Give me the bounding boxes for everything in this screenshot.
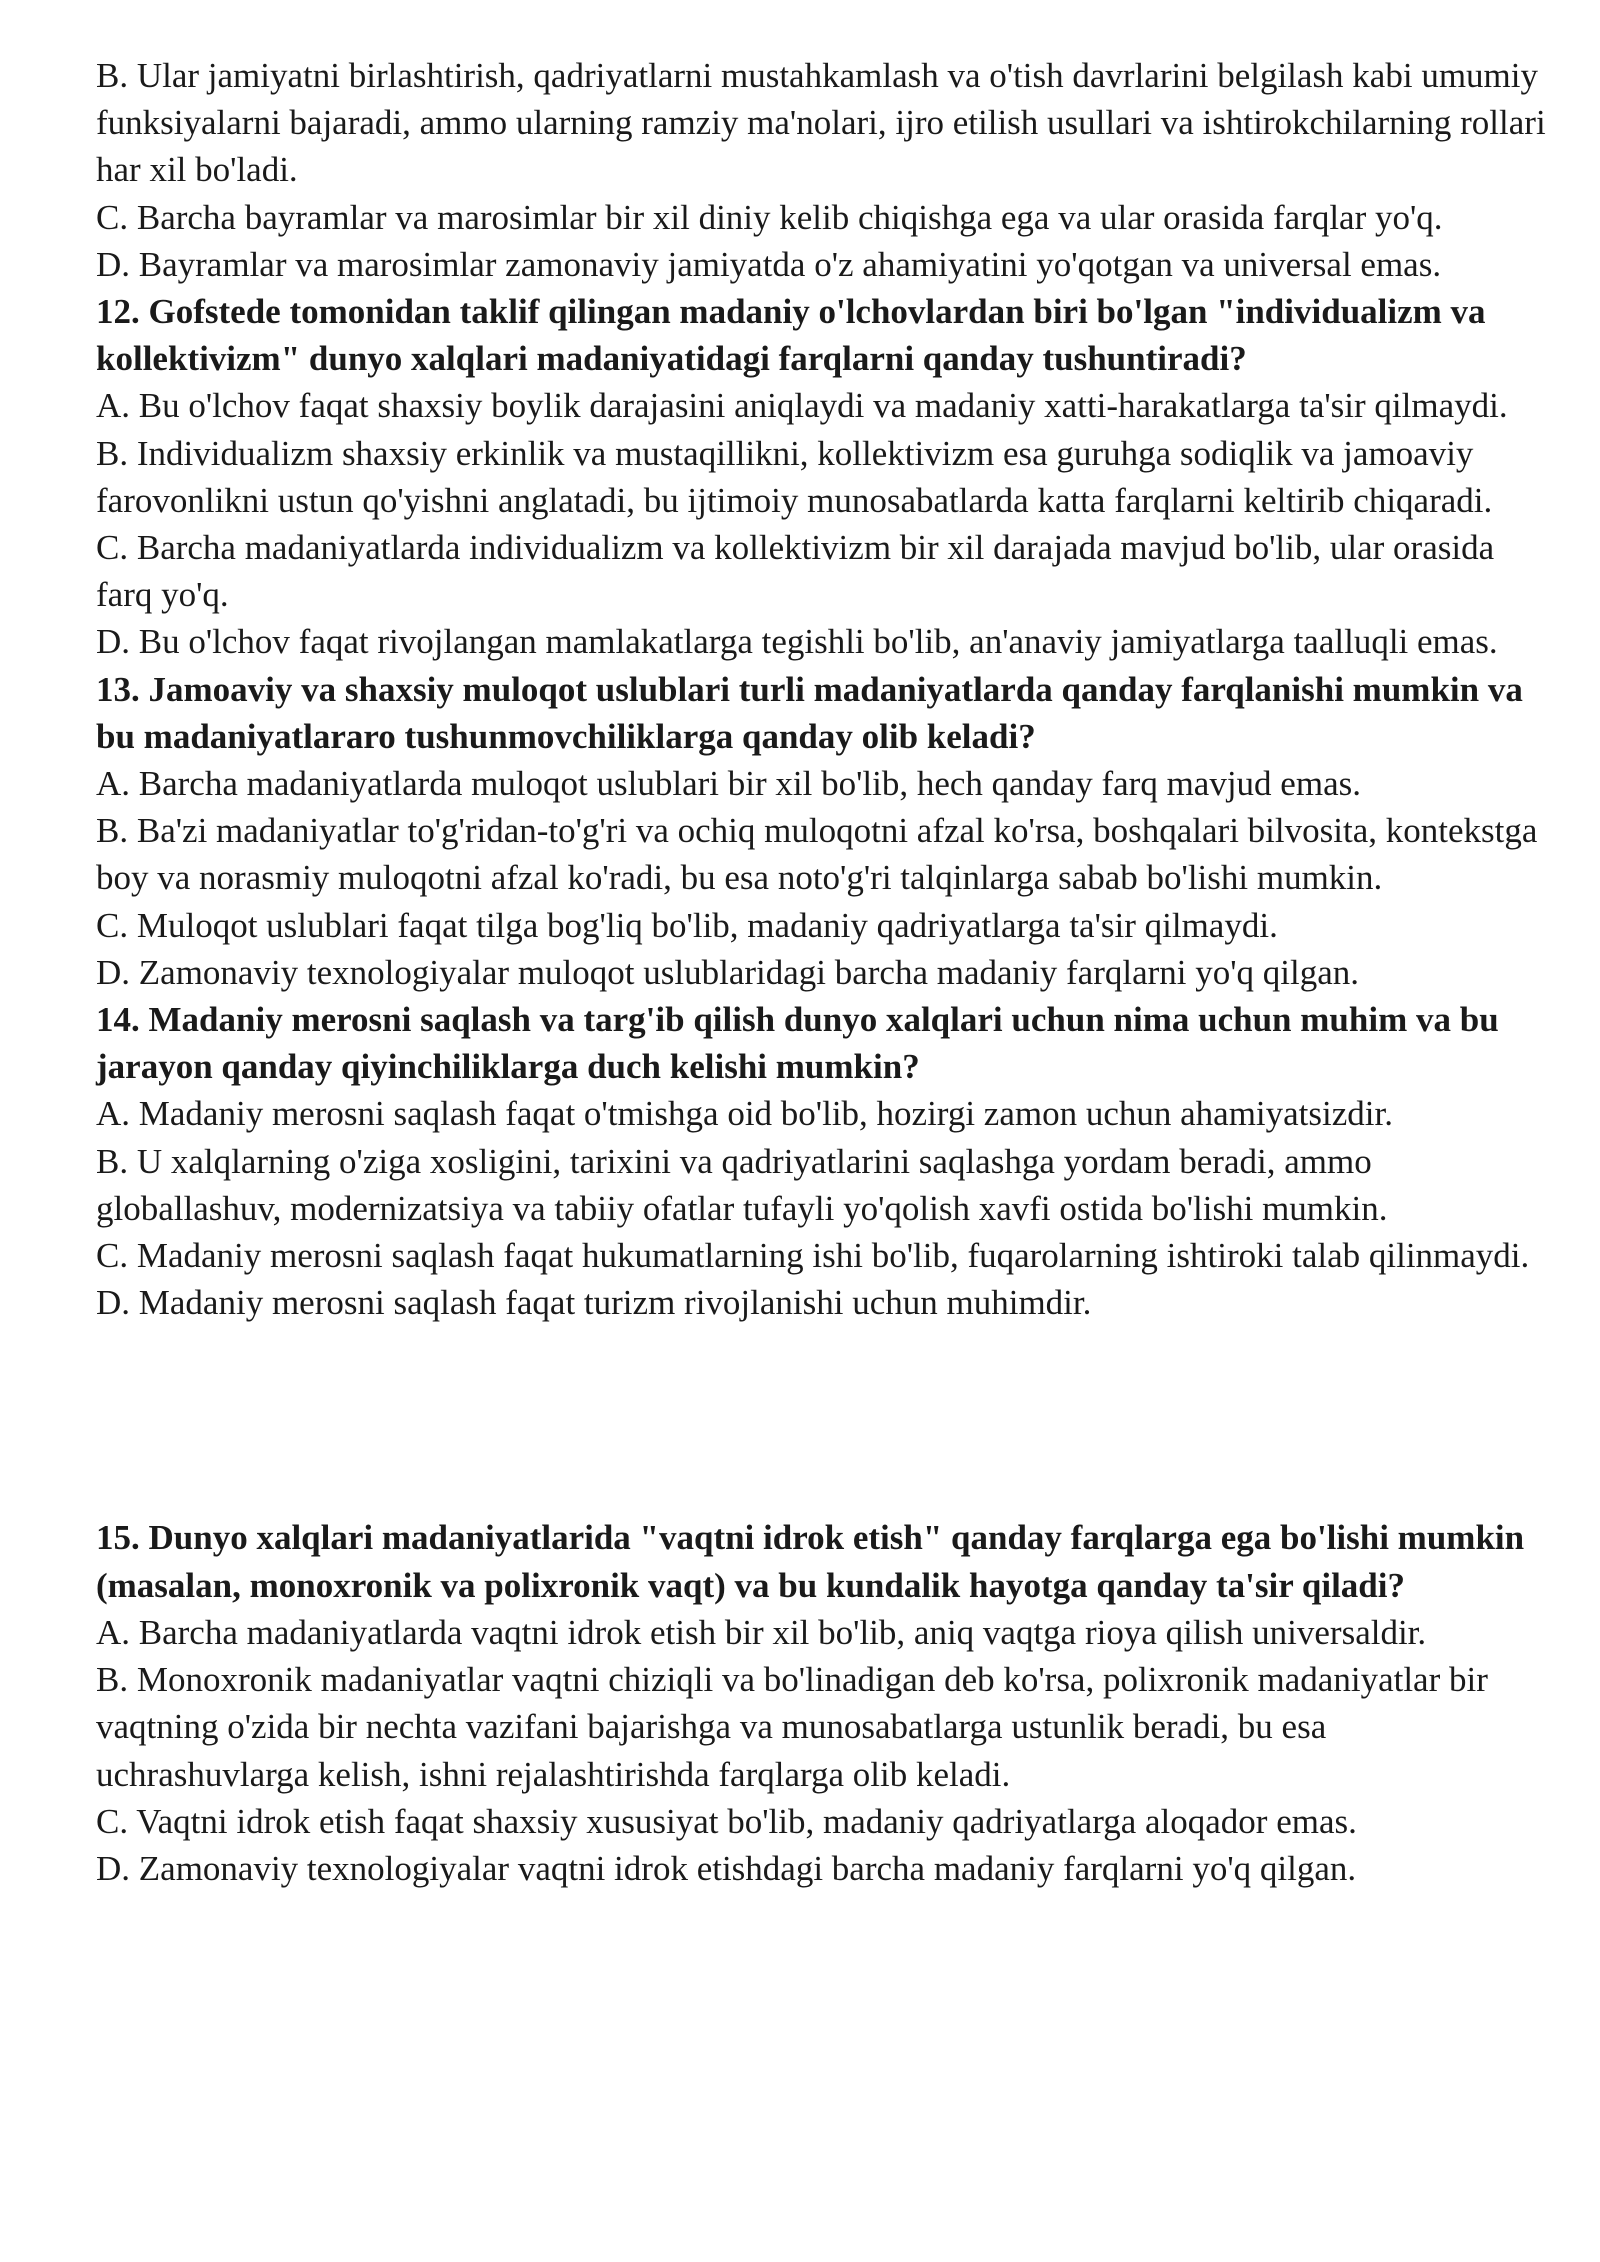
answer-option: B. Ba'zi madaniyatlar to'g'ridan-to'g'ri va ochiq muloqotni afzal ko'rsa, boshqalari bilvosita, kontekstga boy va norasmiy muloqotni afzal ko'radi, bu esa noto'g'ri talqinlarga sabab bo'lishi mumkin.	[96, 811, 1538, 898]
answer-option: A. Bu o'lchov faqat shaxsiy boylik darajasini aniqlaydi va madaniy xatti-harakatlarga ta'sir qilmaydi.	[96, 386, 1508, 426]
answer-option: D. Madaniy merosni saqlash faqat turizm rivojlanishi uchun muhimdir.	[96, 1283, 1092, 1323]
answer-option: B. U xalqlarning o'ziga xosligini, tarixini va qadriyatlarini saqlashga yordam beradi, ammo globallashuv, modernizatsiya va tabiiy ofatlar tufayli yo'qolish xavfi ostida bo'lishi mumkin.	[96, 1141, 1388, 1228]
answer-option: C. Muloqot uslublari faqat tilga bog'liq bo'lib, madaniy qadriyatlarga ta'sir qilmaydi.	[96, 905, 1278, 945]
answer-option: C. Vaqtni idrok etish faqat shaxsiy xususiyat bo'lib, madaniy qadriyatlarga aloqador emas.	[96, 1801, 1357, 1841]
answer-option: C. Barcha bayramlar va marosimlar bir xil diniy kelib chiqishga ega va ular orasida farqlar yo'q.	[96, 197, 1443, 237]
answer-option: A. Madaniy merosni saqlash faqat o'tmishga oid bo'lib, hozirgi zamon uchun ahamiyatsizdir.	[96, 1094, 1393, 1134]
page-gap	[96, 1326, 1546, 1514]
answer-option: C. Madaniy merosni saqlash faqat hukumatlarning ishi bo'lib, fuqarolarning ishtiroki talab qilinmaydi.	[96, 1236, 1530, 1276]
answer-option: C. Barcha madaniyatlarda individualizm va kollektivizm bir xil darajada mavjud bo'lib, ular orasida farq yo'q.	[96, 528, 1495, 615]
answer-option: D. Zamonaviy texnologiyalar muloqot uslublaridagi barcha madaniy farqlarni yo'q qilgan.	[96, 952, 1360, 992]
answer-option: B. Ular jamiyatni birlashtirish, qadriyatlarni mustahkamlash va o'tish davrlarini belgilash kabi umumiy funksiyalarni bajaradi, ammo ularning ramziy ma'nolari, ijro etilish usullari va ishtirokchilarning rollari har xil bo'ladi.	[96, 56, 1546, 190]
question-text: 15. Dunyo xalqlari madaniyatlarida "vaqtni idrok etish" qanday farqlarga ega bo'lishi mumkin (masalan, monoxronik va polixronik vaqt) va bu kundalik hayotga qanday ta'sir qiladi?	[96, 1518, 1525, 1605]
question-text: 13. Jamoaviy va shaxsiy muloqot uslublari turli madaniyatlarda qanday farqlanishi mumkin va bu madaniyatlararo tushunmovchiliklarga qanday olib keladi?	[96, 669, 1523, 756]
document-page	[96, 52, 1546, 1892]
answer-option: D. Bayramlar va marosimlar zamonaviy jamiyatda o'z ahamiyatini yo'qotgan va universal emas.	[96, 244, 1442, 284]
questions-block-15	[96, 1514, 1546, 1892]
answer-option: D. Zamonaviy texnologiyalar vaqtni idrok etishdagi barcha madaniy farqlarni yo'q qilgan.	[96, 1848, 1357, 1888]
answer-option: B. Monoxronik madaniyatlar vaqtni chiziqli va bo'linadigan deb ko'rsa, polixronik madaniyatlar bir vaqtning o'zida bir nechta vazifani bajarishga va munosabatlarga ustunlik beradi, bu esa uchrashuvlarga kelish, ishni rejalashtirishda farqlarga olib keladi.	[96, 1660, 1488, 1794]
questions-block-11-14	[96, 52, 1546, 1326]
answer-option: A. Barcha madaniyatlarda vaqtni idrok etish bir xil bo'lib, aniq vaqtga rioya qilish universaldir.	[96, 1612, 1427, 1652]
answer-option: A. Barcha madaniyatlarda muloqot uslublari bir xil bo'lib, hech qanday farq mavjud emas.	[96, 764, 1361, 804]
question-text: 14. Madaniy merosni saqlash va targ'ib qilish dunyo xalqlari uchun nima uchun muhim va bu jarayon qanday qiyinchiliklarga duch kelishi mumkin?	[96, 1000, 1499, 1087]
answer-option: D. Bu o'lchov faqat rivojlangan mamlakatlarga tegishli bo'lib, an'anaviy jamiyatlarga taalluqli emas.	[96, 622, 1498, 662]
question-text: 12. Gofstede tomonidan taklif qilingan madaniy o'lchovlardan biri bo'lgan "individualizm va kollektivizm" dunyo xalqlari madaniyatidagi farqlarni qanday tushuntiradi?	[96, 292, 1486, 379]
answer-option: B. Individualizm shaxsiy erkinlik va mustaqillikni, kollektivizm esa guruhga sodiqlik va jamoaviy farovonlikni ustun qo'yishni anglatadi, bu ijtimoiy munosabatlarda katta farqlarni keltirib chiqaradi.	[96, 433, 1493, 520]
